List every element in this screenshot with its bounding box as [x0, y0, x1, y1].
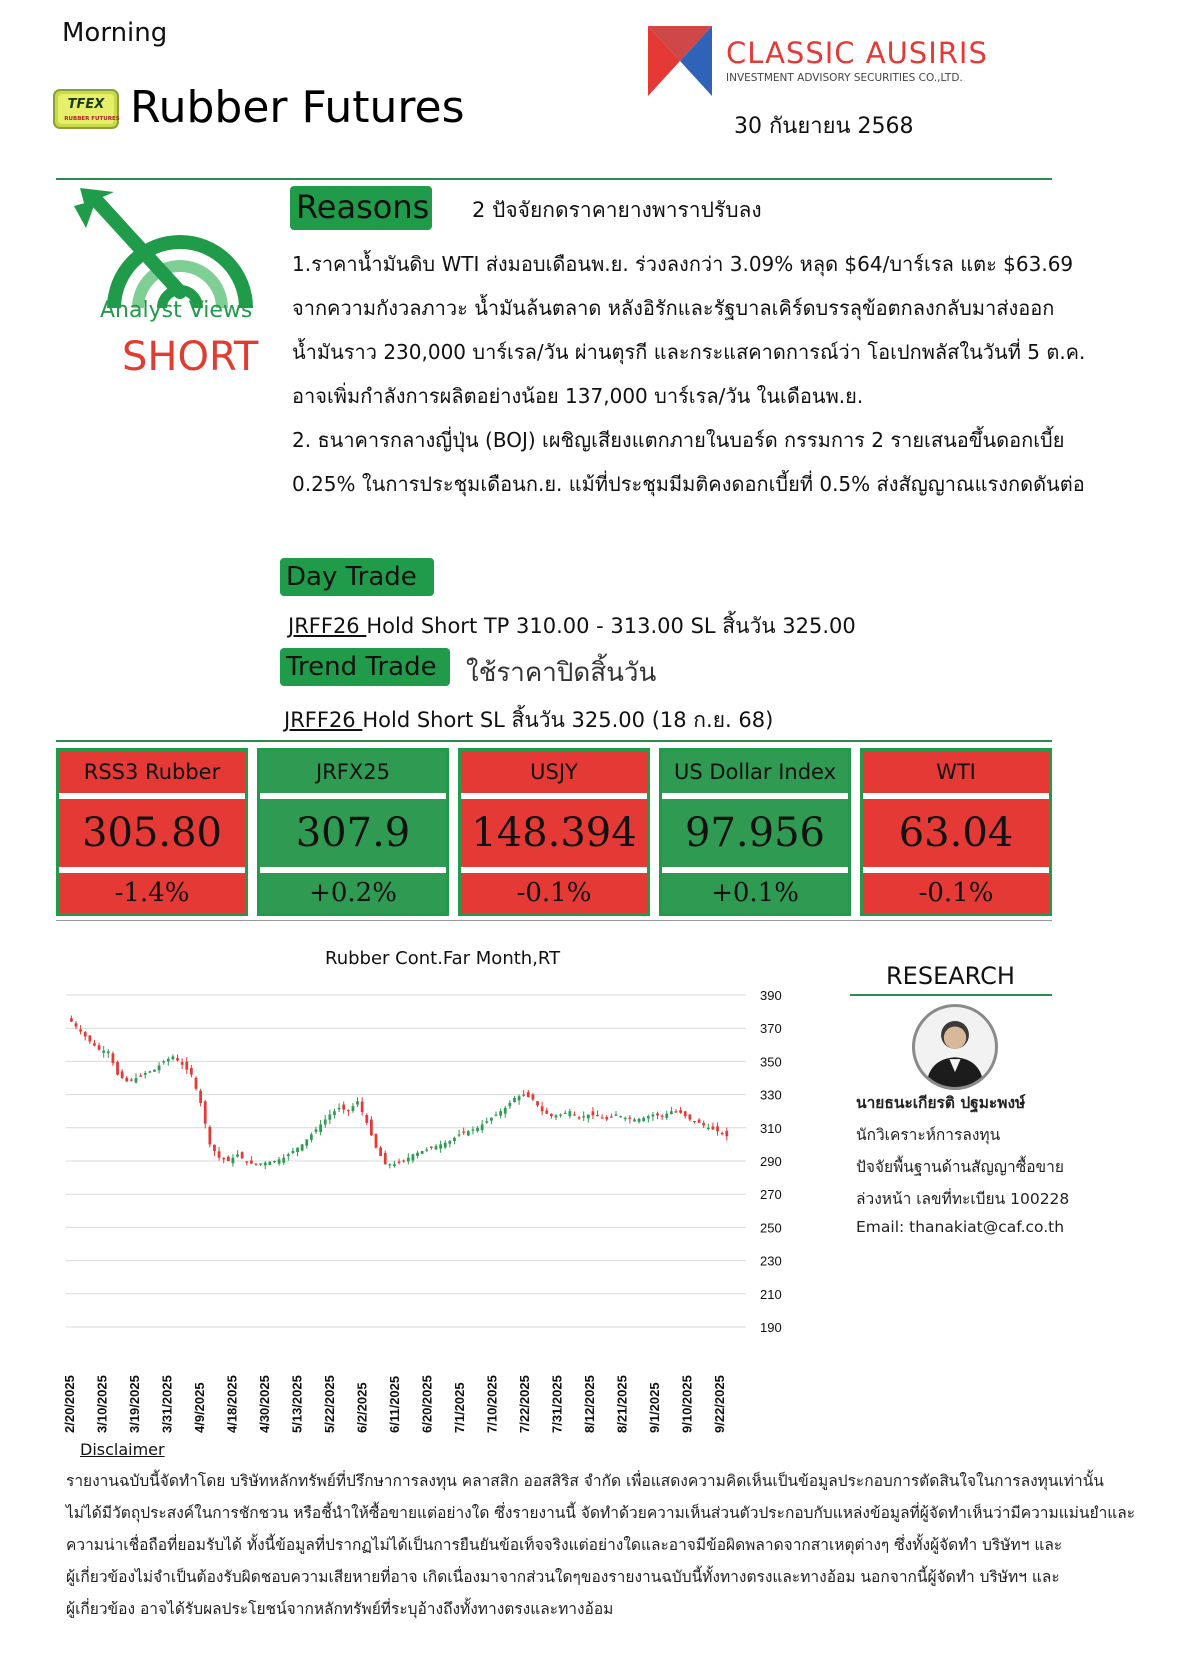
candle-body — [462, 1131, 465, 1132]
candle-body — [75, 1023, 78, 1026]
disclaimer-line: ผู้เกี่ยวข้อง อาจได้รับผลประโยชน์จากหลักทรัพย์ที่ระบุอ้างถึงทั้งทางตรงและทางอ้อม — [66, 1600, 614, 1618]
candle-body — [342, 1105, 345, 1110]
candle-body — [508, 1103, 511, 1106]
candle-body — [416, 1153, 419, 1156]
x-tick-label: 7/31/2025 — [549, 1375, 565, 1433]
x-tick-label: 7/1/2025 — [452, 1382, 468, 1433]
candle-body — [352, 1106, 355, 1111]
candle-body — [268, 1162, 271, 1165]
x-tick-label: 4/9/2025 — [192, 1382, 208, 1433]
y-tick-label: 330 — [760, 1087, 782, 1103]
candle-body — [559, 1115, 562, 1116]
divider — [850, 994, 1052, 996]
candle-body — [642, 1118, 645, 1121]
candle-body — [476, 1128, 479, 1131]
candle-body — [324, 1120, 327, 1125]
candle-body — [596, 1115, 599, 1116]
market-change: -0.1% — [863, 873, 1049, 913]
candle-body — [605, 1117, 608, 1120]
candle-body — [70, 1018, 73, 1021]
reason-line: จากความกังวลภาวะ น้ำมันล้นตลาด หลังอิรักและรัฐบาลเคิร์ดบรรลุข้อตกลงกลับมาส่งออก — [292, 296, 1055, 320]
x-tick-label: 3/10/2025 — [94, 1375, 110, 1433]
candle-body — [693, 1121, 696, 1122]
candle-body — [232, 1158, 235, 1164]
candle-body — [365, 1115, 368, 1123]
candle-body — [361, 1102, 364, 1112]
candle-body — [435, 1146, 438, 1149]
analyst-role: นักวิเคราะห์การลงทุน — [856, 1126, 1001, 1144]
market-value: 307.9 — [260, 799, 446, 867]
candle-body — [675, 1111, 678, 1112]
y-tick-label: 230 — [760, 1253, 782, 1269]
candle-body — [587, 1115, 590, 1119]
candle-body — [688, 1114, 691, 1119]
reasons-tag: Reasons — [290, 186, 432, 230]
reason-line: น้ำมันราว 230,000 บาร์เรล/วัน ผ่านตุรกี และกระแสคาดการณ์ว่า โอเปกพลัสในวันที่ 5 ต.ค. — [292, 340, 1086, 364]
candle-body — [287, 1154, 290, 1156]
candle-body — [301, 1144, 304, 1150]
candle-body — [204, 1101, 207, 1123]
reason-line: 2. ธนาคารกลางญี่ปุ่น (BOJ) เผชิญเสียงแตกภายในบอร์ด กรรมการ 2 รายเสนอขึ้นดอกเบี้ย — [292, 428, 1065, 452]
candle-body — [707, 1128, 710, 1129]
x-tick-label: 5/13/2025 — [289, 1375, 305, 1433]
candle-body — [555, 1115, 558, 1117]
candle-body — [135, 1078, 138, 1082]
market-change: -0.1% — [461, 873, 647, 913]
trend-trade-contract: JRFF26 — [284, 708, 363, 732]
candle-body — [652, 1115, 655, 1117]
candle-body — [296, 1148, 299, 1152]
reason-line: 1.ราคาน้ำมันดิบ WTI ส่งมอบเดือนพ.ย. ร่วงลงกว่า 3.09% หลุด $64/บาร์เรล แตะ $63.69 — [292, 252, 1074, 276]
market-value: 97.956 — [662, 799, 848, 867]
market-name: RSS3 Rubber — [59, 751, 245, 793]
candle-body — [93, 1043, 96, 1045]
x-tick-label: 7/10/2025 — [484, 1375, 500, 1433]
candle-body — [328, 1115, 331, 1120]
session-label: Morning — [62, 18, 168, 48]
candle-body — [412, 1154, 415, 1160]
y-tick-label: 310 — [760, 1120, 782, 1136]
candle-body — [112, 1054, 115, 1064]
candle-body — [453, 1138, 456, 1141]
y-tick-label: 210 — [760, 1286, 782, 1302]
day-trade-text: Hold Short TP 310.00 - 313.00 SL สิ้นวัน 325.00 — [366, 614, 856, 638]
analyst-name: นายธนะเกียรติ ปฐมะพงษ์ — [856, 1094, 1026, 1112]
candle-body — [615, 1115, 618, 1116]
candle-body — [338, 1108, 341, 1109]
candle-body — [721, 1133, 724, 1134]
candle-body — [545, 1110, 548, 1113]
analyst-views-label: Analyst Views — [100, 298, 253, 323]
candle-body — [568, 1111, 571, 1116]
candle-body — [573, 1114, 576, 1115]
analyst-avatar — [912, 1004, 998, 1090]
chart-title: Rubber Cont.Far Month,RT — [325, 948, 561, 969]
candle-body — [398, 1162, 401, 1163]
analyst-license-number: ล่วงหน้า เลขที่ทะเบียน 100228 — [856, 1190, 1070, 1208]
candle-body — [564, 1113, 567, 1114]
x-tick-label: 5/22/2025 — [322, 1375, 338, 1433]
candle-body — [199, 1091, 202, 1103]
candle-body — [384, 1153, 387, 1164]
market-name: JRFX25 — [260, 751, 446, 793]
candle-body — [610, 1117, 613, 1118]
candle-body — [679, 1110, 682, 1113]
candle-body — [425, 1149, 428, 1150]
market-name: WTI — [863, 751, 1049, 793]
candle-body — [222, 1158, 225, 1159]
x-tick-label: 3/31/2025 — [159, 1375, 175, 1433]
candle-body — [522, 1095, 525, 1096]
x-tick-label: 8/12/2025 — [582, 1375, 598, 1433]
candle-body — [333, 1111, 336, 1115]
market-name: US Dollar Index — [662, 751, 848, 793]
reasons-heading: 2 ปัจจัยกดราคายางพาราปรับลง — [472, 198, 762, 222]
y-tick-label: 370 — [760, 1021, 782, 1037]
candle-body — [139, 1075, 142, 1076]
day-trade-tag: Day Trade — [280, 558, 434, 596]
x-tick-label: 4/30/2025 — [257, 1375, 273, 1433]
divider — [56, 178, 1052, 180]
x-tick-label: 7/22/2025 — [517, 1375, 533, 1433]
candle-body — [305, 1139, 308, 1145]
y-tick-label: 190 — [760, 1320, 782, 1335]
candle-body — [495, 1115, 498, 1116]
candle-body — [264, 1163, 267, 1166]
candle-body — [407, 1158, 410, 1162]
y-tick-label: 270 — [760, 1187, 782, 1203]
candle-body — [684, 1111, 687, 1116]
candle-body — [79, 1029, 82, 1031]
tfex-logo-subtext: RUBBER FUTURES — [64, 116, 120, 122]
candle-body — [499, 1111, 502, 1115]
y-tick-label: 250 — [760, 1220, 782, 1236]
candle-body — [236, 1154, 239, 1156]
candle-body — [628, 1118, 631, 1119]
candle-body — [167, 1059, 170, 1062]
y-tick-label: 390 — [760, 988, 782, 1003]
candle-body — [241, 1152, 244, 1158]
candle-body — [319, 1124, 322, 1132]
trend-trade-note: ใช้ราคาปิดสิ้นวัน — [466, 658, 657, 688]
candle-body — [172, 1056, 175, 1059]
analyst-email: Email: thanakiat@caf.co.th — [856, 1218, 1065, 1236]
market-value: 305.80 — [59, 799, 245, 867]
candle-body — [513, 1098, 516, 1102]
candle-body — [98, 1045, 101, 1050]
candle-body — [698, 1120, 701, 1123]
tfex-rubber-logo — [52, 88, 120, 130]
candle-body — [310, 1134, 313, 1139]
candle-body — [402, 1160, 405, 1161]
market-box-usjy — [458, 748, 650, 916]
day-trade-recommendation — [288, 610, 856, 643]
candle-body — [527, 1092, 530, 1097]
candle-body — [162, 1061, 165, 1062]
x-tick-label: 3/19/2025 — [127, 1375, 143, 1433]
disclaimer-line: รายงานฉบับนี้จัดทำโดย บริษัทหลักทรัพย์ที่ปรึกษาการลงทุน คลาสสิก ออสสิริส จำกัด เพื่อแสดงความคิดเห็นเป็นข้อมูลประกอบการตัดสินใจในการลงทุนเท่านั้น — [66, 1472, 1104, 1490]
brand-name: CLASSIC AUSIRIS — [726, 36, 988, 70]
price-chart — [56, 985, 856, 1435]
disclaimer-line: ผู้เกี่ยวข้องไม่จำเป็นต้องรับผิดชอบความเสียหายที่อาจ เกิดเนื่องมาจากส่วนใดๆของรายงานฉบับนี้ทั้งทางตรงและทางอ้อม นอกจากนี้ผู้จัดทำ บริษัทฯ และ — [66, 1568, 1060, 1586]
x-tick-label: 8/21/2025 — [614, 1375, 630, 1433]
candle-body — [208, 1127, 211, 1144]
candle-body — [444, 1143, 447, 1148]
candle-body — [356, 1101, 359, 1104]
candle-body — [536, 1101, 539, 1105]
reason-line: อาจเพิ่มกำลังการผลิตอย่างน้อย 137,000 บาร์เรล/วัน ในเดือนพ.ย. — [292, 384, 864, 408]
candle-body — [255, 1164, 258, 1165]
candle-body — [656, 1113, 659, 1115]
candle-body — [84, 1032, 87, 1036]
candle-body — [144, 1073, 147, 1075]
candle-body — [490, 1118, 493, 1121]
candle-body — [393, 1164, 396, 1166]
analyst-license: ปัจจัยพื้นฐานด้านสัญญาซื้อขาย — [856, 1158, 1064, 1176]
candle-body — [665, 1114, 668, 1118]
person-icon — [915, 1007, 995, 1087]
candle-body — [88, 1035, 91, 1041]
day-trade-contract: JRFF26 — [288, 614, 367, 638]
candle-body — [670, 1111, 673, 1114]
candle-body — [375, 1134, 378, 1148]
x-tick-label: 4/18/2025 — [224, 1375, 240, 1433]
market-box-dollar-index — [659, 748, 851, 916]
document-title: Rubber Futures — [130, 82, 465, 133]
candle-body — [158, 1066, 161, 1071]
candle-body — [638, 1119, 641, 1122]
candle-body — [388, 1164, 391, 1165]
candle-body — [195, 1078, 198, 1089]
market-box-jrfx25 — [257, 748, 449, 916]
disclaimer-line: ความน่าเชื่อถือที่ยอมรับได้ ทั้งนี้ข้อมูลที่ปรากฏไม่ได้เป็นการยืนยันข้อเท็จจริงแต่อย่างใดและอาจมีข้อผิดพลาดจากสาเหตุต่างๆ ซึ่งทั้งผู้จัดทำ บริษัทฯ และ — [66, 1536, 1063, 1554]
market-name: USJY — [461, 751, 647, 793]
candle-body — [439, 1144, 442, 1148]
x-tick-label: 9/1/2025 — [647, 1382, 663, 1433]
report-date: 30 กันยายน 2568 — [734, 114, 914, 139]
candle-body — [278, 1159, 281, 1163]
candle-body — [250, 1160, 253, 1163]
trend-trade-tag: Trend Trade — [280, 648, 450, 686]
candle-body — [259, 1163, 262, 1164]
candle-body — [716, 1126, 719, 1131]
candle-body — [213, 1145, 216, 1151]
divider — [56, 740, 1052, 742]
candle-body — [181, 1062, 184, 1065]
candle-body — [550, 1114, 553, 1116]
market-box-rss3 — [56, 748, 248, 916]
candle-body — [176, 1058, 179, 1060]
candle-body — [578, 1117, 581, 1118]
x-tick-label: 9/10/2025 — [679, 1375, 695, 1433]
candle-body — [541, 1106, 544, 1111]
candle-body — [190, 1068, 193, 1075]
candle-body — [116, 1062, 119, 1075]
candle-body — [107, 1051, 110, 1053]
candle-body — [458, 1134, 461, 1135]
candle-body — [370, 1120, 373, 1136]
candle-body — [725, 1131, 728, 1136]
disclaimer-line: ไม่ได้มีวัตถุประสงค์ในการชักชวน หรือชี้นำให้ซื้อขายแต่อย่างใด ซึ่งรายงานนี้ จัดทำด้วยความเห็นส่วนตัวประกอบกับแหล่งข้อมูลที่ผู้จัดทำเห็นว่ามีความแม่นยำและ — [66, 1504, 1136, 1522]
candle-body — [245, 1161, 248, 1162]
analyst-stance: SHORT — [122, 334, 259, 380]
research-title: RESEARCH — [886, 962, 1015, 990]
candle-body — [633, 1120, 636, 1122]
candle-body — [467, 1131, 470, 1135]
candle-body — [130, 1080, 133, 1081]
candle-body — [518, 1096, 521, 1100]
x-tick-label: 6/20/2025 — [419, 1375, 435, 1433]
brand-subtitle: INVESTMENT ADVISORY SECURITIES CO.,LTD. — [726, 72, 963, 84]
market-value: 63.04 — [863, 799, 1049, 867]
candle-body — [148, 1071, 151, 1072]
candle-body — [619, 1116, 622, 1117]
candle-body — [125, 1078, 128, 1082]
candle-body — [472, 1129, 475, 1130]
candle-body — [218, 1151, 221, 1157]
candle-body — [532, 1095, 535, 1100]
candle-body — [292, 1151, 295, 1153]
candle-body — [282, 1158, 285, 1163]
x-tick-label: 6/11/2025 — [387, 1375, 403, 1433]
tfex-logo-text: TFEX — [67, 97, 105, 112]
candle-body — [647, 1116, 650, 1118]
candle-body — [315, 1129, 318, 1131]
candle-body — [153, 1070, 156, 1072]
candle-body — [481, 1124, 484, 1130]
candle-body — [661, 1116, 664, 1117]
candle-body — [430, 1147, 433, 1148]
y-tick-label: 290 — [760, 1154, 782, 1169]
candle-body — [102, 1051, 105, 1053]
reason-line: 0.25% ในการประชุมเดือนก.ย. แม้ที่ประชุมมีมติคงดอกเบี้ยที่ 0.5% ส่งสัญญาณแรงกดดันต่อ — [292, 472, 1085, 496]
market-box-wti — [860, 748, 1052, 916]
candle-body — [421, 1151, 424, 1154]
market-value: 148.394 — [461, 799, 647, 867]
x-tick-label: 2/20/2025 — [62, 1375, 77, 1433]
candle-body — [121, 1071, 124, 1078]
market-change: -1.4% — [59, 873, 245, 913]
divider — [56, 920, 1052, 921]
market-change: +0.2% — [260, 873, 446, 913]
candle-body — [347, 1110, 350, 1111]
candle-body — [601, 1117, 604, 1118]
trend-trade-recommendation — [284, 704, 773, 737]
disclaimer-title: Disclaimer — [80, 1440, 165, 1459]
candle-body — [712, 1126, 715, 1129]
candle-body — [379, 1148, 382, 1156]
candle-body — [273, 1161, 276, 1162]
x-tick-label: 6/2/2025 — [354, 1382, 370, 1433]
candle-body — [702, 1123, 705, 1125]
candle-body — [485, 1121, 488, 1122]
candle-body — [582, 1116, 585, 1117]
market-change: +0.1% — [662, 873, 848, 913]
candle-body — [448, 1141, 451, 1144]
candle-body — [185, 1062, 188, 1070]
candle-body — [227, 1157, 230, 1161]
classic-ausiris-logo-icon — [648, 26, 712, 96]
candle-body — [504, 1108, 507, 1114]
candle-body — [624, 1118, 627, 1119]
candle-body — [592, 1111, 595, 1115]
y-tick-label: 350 — [760, 1054, 782, 1070]
x-tick-label: 9/22/2025 — [712, 1375, 728, 1433]
trend-trade-text: Hold Short SL สิ้นวัน 325.00 (18 ก.ย. 68) — [362, 708, 774, 732]
